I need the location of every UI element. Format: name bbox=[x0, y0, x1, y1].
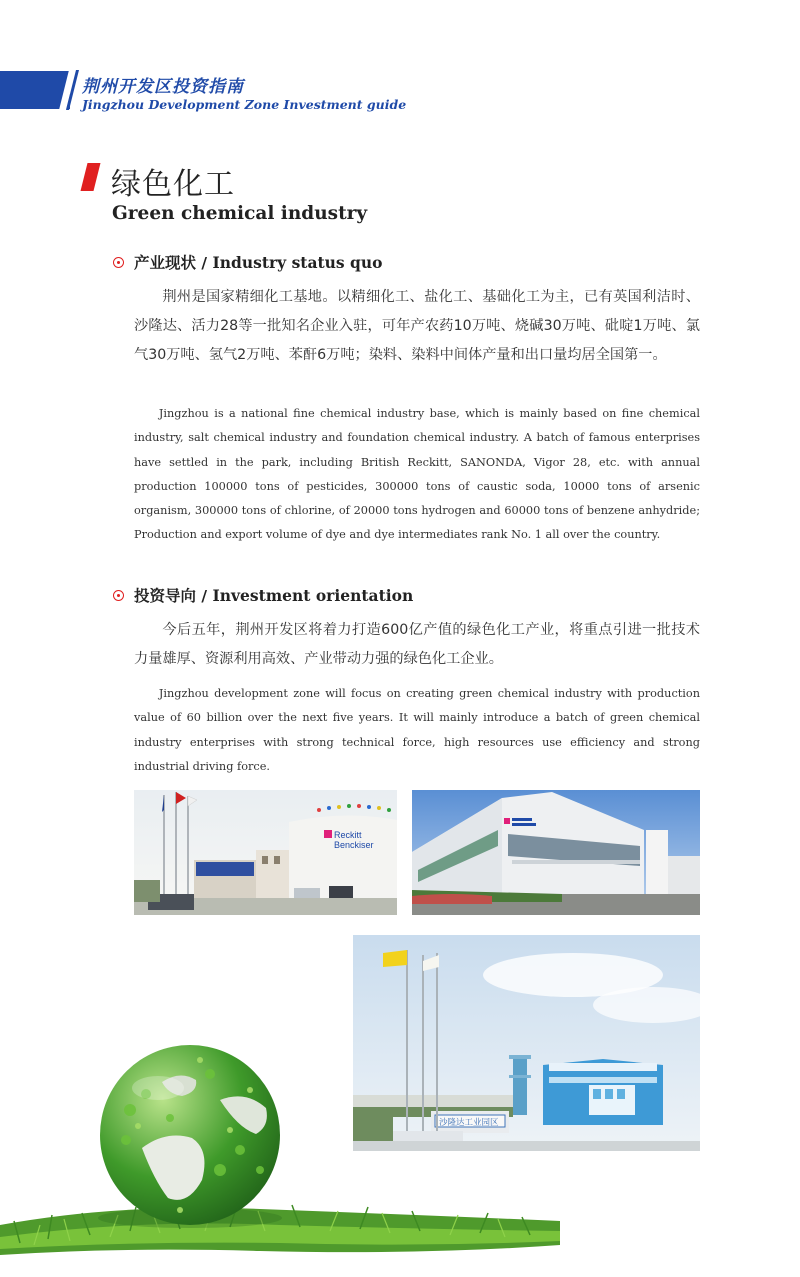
header-title-en: Jingzhou Development Zone Investment guide bbox=[82, 97, 407, 112]
factory-building-photo bbox=[412, 790, 700, 915]
subheading-separator: / bbox=[196, 587, 213, 605]
subheading-status-en: Industry status quo bbox=[212, 253, 383, 272]
sanonda-sign-text: 沙隆达工业园区 bbox=[439, 1118, 499, 1128]
orientation-paragraph-en: Jingzhou development zone will focus on creating green chemical industry with production value of 60 billion over the next five years. It will mainly introduce a batch of green chemical industry enterprises with strong technical force, high resources use efficiency and strong industrial driving force. bbox=[134, 687, 700, 773]
section-title-en: Green chemical industry bbox=[112, 203, 368, 224]
status-paragraph-en: Jingzhou is a national fine chemical industry base, which is mainly based on fine chemical industry, salt chemical industry and foundation chemical industry. A batch of famous enterprises have settled in the park, including British Reckitt, SANONDA, Vigor 28, etc. with annual production 100000 tons of pesticides, 300000 tons of caustic soda, 10000 tons of arsenic organism, 300000 tons of chlorine, of 20000 tons hydrogen and 60000 tons of benzene anhydride; Production and export volume of dye and dye intermediates rank No. 1 all over the country. bbox=[134, 407, 700, 542]
sanonda-park-photo bbox=[353, 935, 700, 1151]
reckitt-logo-text-1: Reckitt bbox=[334, 830, 362, 840]
green-globe-graphic bbox=[70, 1030, 300, 1230]
title-marker bbox=[81, 163, 101, 191]
subheading-orientation-cn: 投资导向 bbox=[134, 587, 197, 605]
subheading-orientation-en: Investment orientation bbox=[212, 586, 414, 605]
subheading-orientation bbox=[134, 584, 413, 606]
status-paragraph-cn: 荆州是国家精细化工基地。以精细化工、盐化工、基础化工为主，已有英国利洁时、沙隆达、活力28等一批知名企业入驻，可年产农药10万吨、烧碱30万吨、砒啶1万吨、氯气30万吨、氢气2万吨、苯酐6万吨；染料、染料中间体产量和出口量均居全国第一。 bbox=[134, 289, 700, 363]
bullet-icon bbox=[113, 590, 124, 601]
reckitt-logo-text-2: Benckiser bbox=[334, 840, 374, 850]
subheading-status bbox=[134, 251, 383, 273]
reckitt-site-photo bbox=[134, 790, 397, 915]
header-title-cn: 荆州开发区投资指南 bbox=[82, 77, 244, 97]
subheading-status-cn: 产业现状 bbox=[134, 254, 197, 272]
bullet-icon bbox=[113, 257, 124, 268]
subheading-separator: / bbox=[196, 254, 213, 272]
orientation-paragraph-cn: 今后五年，荆州开发区将着力打造600亿产值的绿色化工产业，将重点引进一批技术力量雄厚、资源利用高效、产业带动力强的绿色化工企业。 bbox=[134, 622, 700, 667]
section-title-cn: 绿色化工 bbox=[111, 167, 235, 202]
